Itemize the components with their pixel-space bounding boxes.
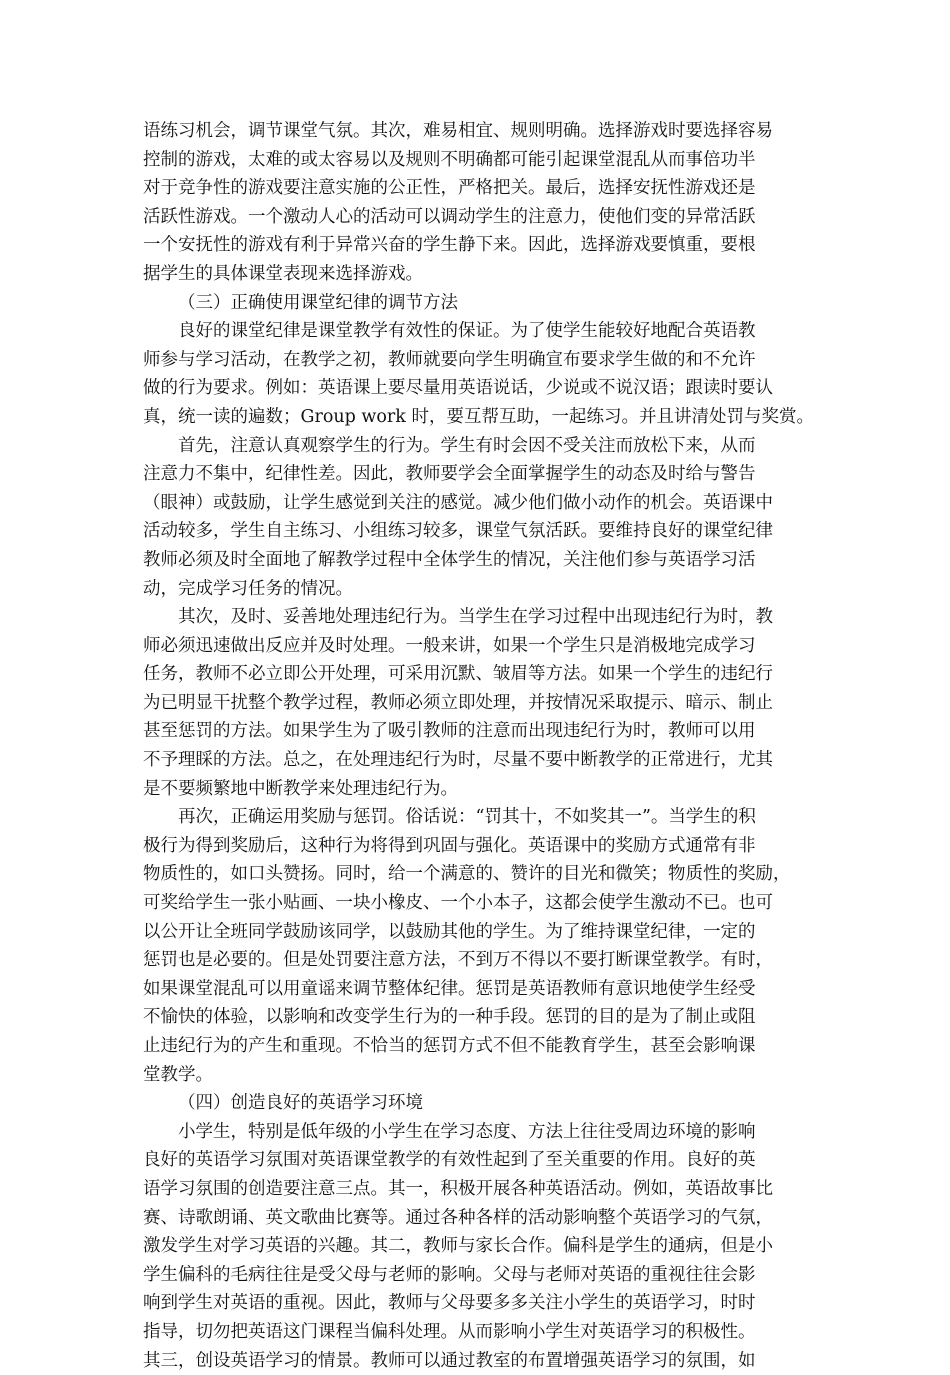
text-line: 控制的游戏，太难的或太容易以及规则不明确都可能引起课堂混乱从而事倍功半 [143, 149, 756, 170]
text-line: 语练习机会，调节课堂气氛。其次，难易相宜、规则明确。选择游戏时要选择容易 [143, 121, 773, 141]
text-line: 堂教学。 [143, 1064, 213, 1085]
text-line: 可奖给学生一张小贴画、一块小橡皮、一个小本子，这都会使学生激动不已。也可 [143, 893, 773, 914]
text-line: 良好的英语学习氛围对英语课堂教学的有效性起到了至关重要的作用。良好的英 [143, 1150, 756, 1171]
text-line: 一个安抚性的游戏有利于异常兴奋的学生静下来。因此，选择游戏要慎重，要根 [143, 235, 756, 256]
text-line: 据学生的具体课堂表现来选择游戏。 [143, 263, 423, 284]
text-line: 是不要频繁地中断教学来处理违纪行为。 [143, 778, 458, 799]
paragraph-start: 首先，注意认真观察学生的行为。学生有时会因不受关注而放松下来，从而 [178, 435, 756, 456]
paragraph-start: 良好的课堂纪律是课堂教学有效性的保证。为了使学生能较好地配合英语教 [178, 321, 756, 342]
paragraph-start: 再次，正确运用奖励与惩罚。俗话说：“罚其十，不如奖其一”。当学生的积 [178, 807, 756, 828]
text-line: 止违纪行为的产生和重现。不恰当的惩罚方式不但不能教育学生，甚至会影响课 [143, 1036, 756, 1056]
text-line: 活动较多，学生自主练习、小组练习较多，课堂气氛活跃。要维持良好的课堂纪律 [143, 521, 773, 542]
text-line: 不愉快的体验，以影响和改变学生行为的一种手段。惩罚的目的是为了制止或阻 [143, 1007, 756, 1028]
text-line: 其三，创设英语学习的情景。教师可以通过教室的布置增强英语学习的氛围，如 [143, 1350, 756, 1371]
text-line: 动，完成学习任务的情况。 [143, 578, 353, 599]
text-line: 指导，切勿把英语这门课程当偏科处理。从而影响小学生对英语学习的积极性。 [143, 1321, 756, 1342]
text-line: 教师必须及时全面地了解教学过程中全体学生的情况，关注他们参与英语学习活 [143, 549, 756, 570]
text-line: 师必须迅速做出反应并及时处理。一般来讲，如果一个学生只是消极地完成学习 [143, 635, 756, 656]
text-line: 为已明显干扰整个教学过程，教师必须立即处理，并按情况采取提示、暗示、制止 [143, 692, 773, 713]
text-line: 师参与学习活动，在教学之初，教师就要向学生明确宣布要求学生做的和不允许 [143, 349, 756, 370]
text-line: 语学习氛围的创造要注意三点。其一，积极开展各种英语活动。例如，英语故事比 [143, 1178, 773, 1199]
text-line: 对于竞争性的游戏要注意实施的公正性，严格把关。最后，选择安抚性游戏还是 [143, 178, 756, 199]
text-line: 赛、诗歌朗诵、英文歌曲比赛等。通过各种各样的活动影响整个英语学习的气氛， [143, 1207, 773, 1228]
text-line: 响到学生对英语的重视。因此，教师与父母要多多关注小学生的英语学习，时时 [143, 1293, 756, 1314]
text-line: 注意力不集中，纪律性差。因此，教师要学会全面掌握学生的动态及时给与警告 [143, 464, 756, 485]
text-line: 激发学生对学习英语的兴趣。其二，教师与家长合作。偏科是学生的通病，但是小 [143, 1236, 773, 1257]
text-line: 活跃性游戏。一个激动人心的活动可以调动学生的注意力，使他们变的异常活跃 [143, 206, 756, 227]
text-line: 任务，教师不必立即公开处理，可采用沉默、皱眉等方法。如果一个学生的违纪行 [143, 664, 773, 685]
section-heading: （三）正确使用课堂纪律的调节方法 [178, 292, 458, 313]
paragraph-start: 小学生，特别是低年级的小学生在学习态度、方法上往往受周边环境的影响 [178, 1121, 756, 1142]
text-line: 做的行为要求。例如：英语课上要尽量用英语说话，少说或不说汉语；跟读时要认 [143, 378, 773, 399]
body-text [143, 117, 823, 1375]
text-line: 如果课堂混乱可以用童谣来调节整体纪律。惩罚是英语教师有意识地使学生经受 [143, 978, 756, 999]
text-line: （眼神）或鼓励，让学生感觉到关注的感觉。减少他们做小动作的机会。英语课中 [143, 492, 773, 513]
text-line: 真，统一读的遍数；Group work 时，要互帮互助，一起练习。并且讲清处罚与奖赏。 [143, 406, 814, 427]
text-line: 不予理睬的方法。总之，在处理违纪行为时，尽量不要中断教学的正常进行，尤其 [143, 750, 773, 771]
text-line: 极行为得到奖励后，这种行为将得到巩固与强化。英语课中的奖励方式通常有非 [143, 835, 756, 856]
section-heading: （四）创造良好的英语学习环境 [178, 1093, 423, 1114]
text-line: 物质性的，如口头赞扬。同时，给一个满意的、赞许的目光和微笑；物质性的奖励， [143, 864, 791, 885]
text-line: 惩罚也是必要的。但是处罚要注意方法，不到万不得以不要打断课堂教学。有时， [143, 950, 773, 971]
text-line: 以公开让全班同学鼓励该同学，以鼓励其他的学生。为了维持课堂纪律，一定的 [143, 921, 756, 942]
text-line: 甚至惩罚的方法。如果学生为了吸引教师的注意而出现违纪行为时，教师可以用 [143, 721, 756, 742]
text-line: 学生偏科的毛病往往是受父母与老师的影响。父母与老师对英语的重视往往会影 [143, 1264, 756, 1285]
paragraph-start: 其次，及时、妥善地处理违纪行为。当学生在学习过程中出现违纪行为时，教 [178, 607, 773, 628]
